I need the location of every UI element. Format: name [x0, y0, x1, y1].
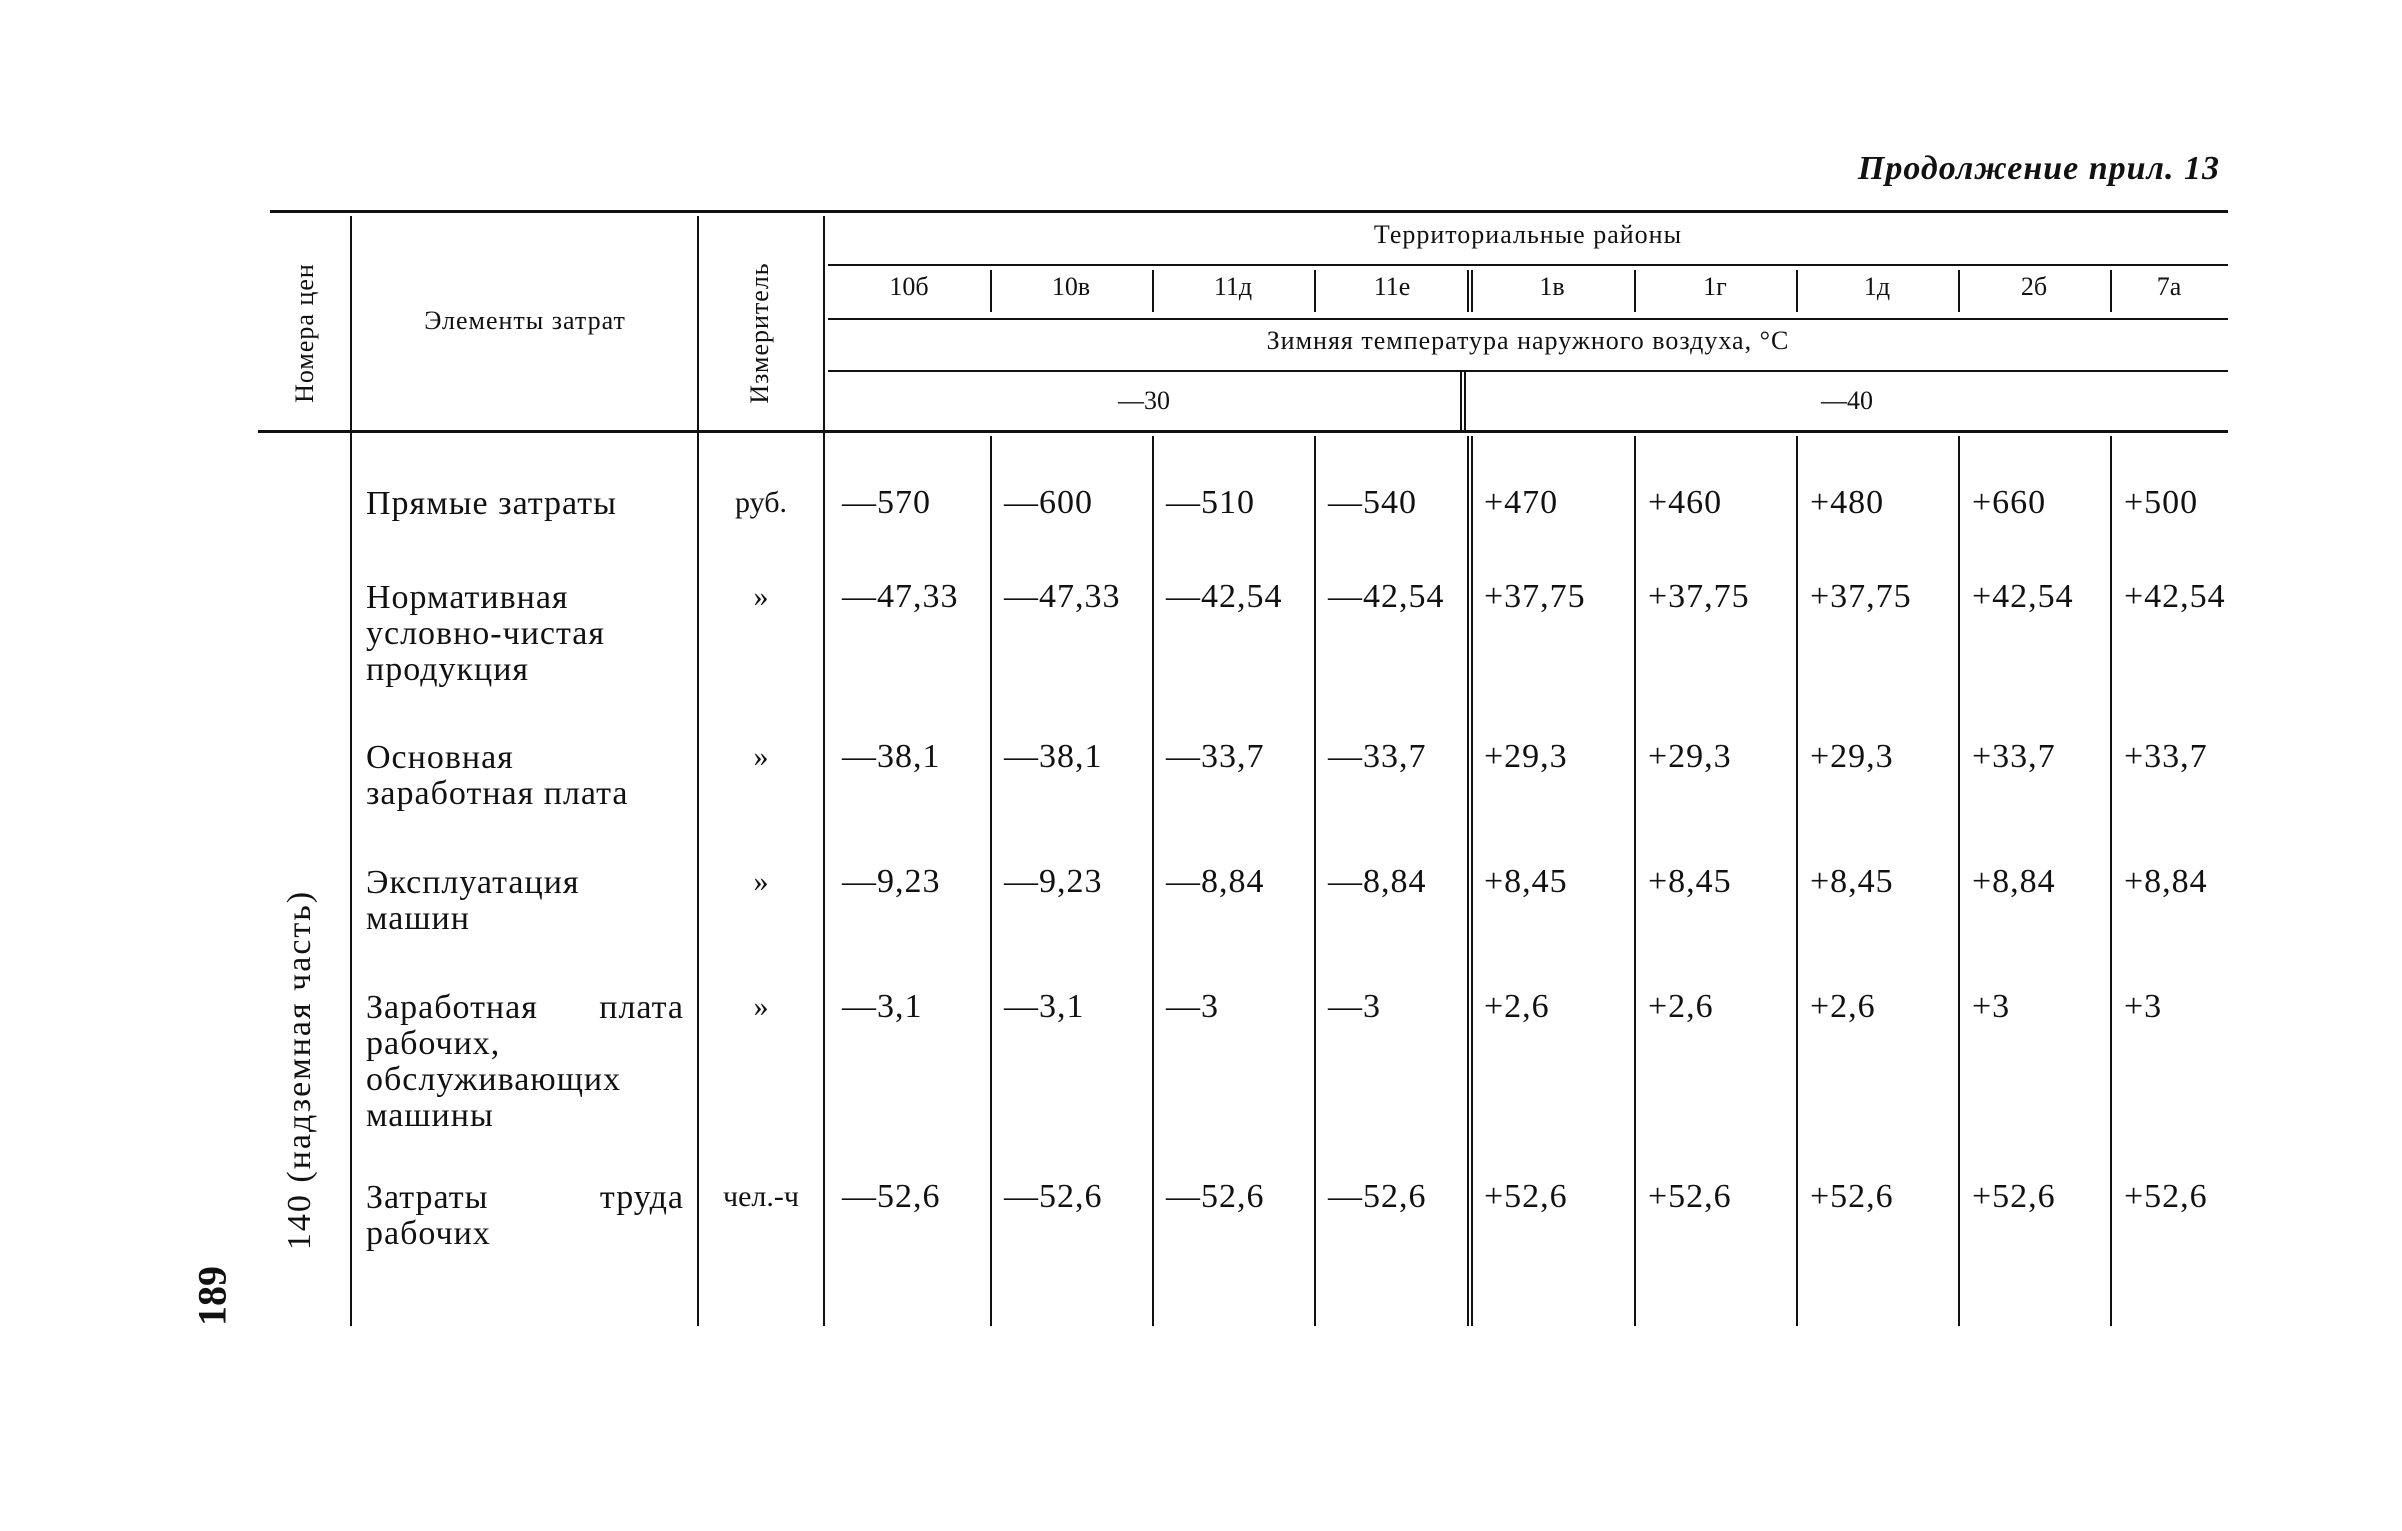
value-cell: +8,45	[1648, 863, 1732, 900]
temp-group-minus40: —40	[1821, 386, 1873, 415]
value-cell: —510	[1166, 484, 1255, 521]
row-element: Затраты труда рабочих	[366, 1179, 684, 1252]
value-cell: +52,6	[1810, 1178, 1894, 1215]
value-cell: +52,6	[1484, 1178, 1568, 1215]
value-cell: +3	[2124, 988, 2163, 1025]
value-cell: +2,6	[1484, 988, 1550, 1025]
column-separator	[2110, 436, 2112, 1326]
region-separator	[990, 270, 992, 312]
region-separator	[1796, 270, 1798, 312]
row-unit: »	[753, 990, 769, 1023]
value-cell: —3	[1328, 988, 1381, 1025]
row-unit: »	[753, 580, 769, 613]
value-cell: —52,6	[842, 1178, 941, 1215]
header-unit: Измеритель	[745, 262, 774, 404]
header-winter-temperature: Зимняя температура наружного воздуха, °С	[1266, 326, 1790, 355]
column-separator	[990, 436, 992, 1326]
value-cell: —33,7	[1166, 738, 1265, 775]
value-cell: —8,84	[1328, 863, 1427, 900]
value-cell: +29,3	[1810, 738, 1894, 775]
temp-group-minus30: —30	[1118, 386, 1170, 415]
region-header: 10б	[889, 272, 929, 301]
row-unit: чел.-ч	[723, 1180, 799, 1213]
value-cell: +29,3	[1484, 738, 1568, 775]
value-cell: +37,75	[1484, 578, 1586, 615]
value-cell: —9,23	[1004, 863, 1103, 900]
region-header: 1в	[1539, 272, 1565, 301]
row-element: Прямые затраты	[366, 485, 617, 522]
value-cell: —33,7	[1328, 738, 1427, 775]
region-separator	[1634, 270, 1636, 312]
value-cell: —540	[1328, 484, 1417, 521]
column-separator	[1634, 436, 1636, 1326]
row-element: Основная заработная плата	[366, 739, 629, 812]
region-separator	[1314, 270, 1316, 312]
region-header: 7а	[2156, 272, 2182, 301]
value-cell: +470	[1484, 484, 1559, 521]
value-cell: +3	[1972, 988, 2011, 1025]
value-cell: —42,54	[1328, 578, 1445, 615]
column-separator	[1314, 436, 1316, 1326]
value-cell: +660	[1972, 484, 2047, 521]
value-cell: +8,84	[1972, 863, 2056, 900]
region-header: 1д	[1863, 272, 1891, 301]
value-cell: —47,33	[1004, 578, 1121, 615]
column-separator	[1958, 436, 1960, 1326]
value-cell: —3,1	[842, 988, 923, 1025]
value-cell: +33,7	[2124, 738, 2208, 775]
header-price-numbers: Номера цен	[290, 263, 319, 403]
continuation-caption: Продолжение прил. 13	[1857, 150, 2220, 187]
row-unit: »	[753, 740, 769, 773]
value-cell: —600	[1004, 484, 1093, 521]
region-separator	[2110, 270, 2112, 312]
value-cell: +33,7	[1972, 738, 2056, 775]
value-cell: —52,6	[1004, 1178, 1103, 1215]
region-header: 1г	[1703, 272, 1727, 301]
value-cell: +37,75	[1810, 578, 1912, 615]
region-header: 10в	[1051, 272, 1091, 301]
value-cell: +8,84	[2124, 863, 2208, 900]
value-cell: +480	[1810, 484, 1885, 521]
value-cell: +52,6	[2124, 1178, 2208, 1215]
value-cell: +460	[1648, 484, 1723, 521]
value-cell: +2,6	[1810, 988, 1876, 1025]
value-cell: —42,54	[1166, 578, 1283, 615]
value-cell: —52,6	[1166, 1178, 1265, 1215]
column-separator	[1467, 436, 1473, 1326]
region-separator	[1152, 270, 1154, 312]
region-header: 2б	[2020, 272, 2048, 301]
region-header: 11д	[1213, 272, 1253, 301]
value-cell: +500	[2124, 484, 2199, 521]
value-cell: +8,45	[1484, 863, 1568, 900]
value-cell: +42,54	[1972, 578, 2074, 615]
column-separator	[1152, 436, 1154, 1326]
value-cell: —3	[1166, 988, 1219, 1025]
value-cell: +42,54	[2124, 578, 2226, 615]
value-cell: —38,1	[842, 738, 941, 775]
value-cell: +2,6	[1648, 988, 1714, 1025]
header-elements: Элементы затрат	[424, 306, 626, 335]
value-cell: +52,6	[1972, 1178, 2056, 1215]
price-number-label: 140 (надземная часть)	[281, 889, 318, 1251]
value-cell: +52,6	[1648, 1178, 1732, 1215]
value-cell: +29,3	[1648, 738, 1732, 775]
value-cell: +8,45	[1810, 863, 1894, 900]
header-territorial-regions: Территориальные районы	[1373, 220, 1683, 249]
row-unit: »	[753, 865, 769, 898]
value-cell: —38,1	[1004, 738, 1103, 775]
row-element: Заработная плата рабочих, обслуживающих машины	[366, 989, 684, 1134]
value-cell: —9,23	[842, 863, 941, 900]
region-separator	[1467, 270, 1473, 312]
page-number: 189	[189, 1266, 235, 1326]
column-separator	[1796, 436, 1798, 1326]
value-cell: +37,75	[1648, 578, 1750, 615]
value-cell: —3,1	[1004, 988, 1085, 1025]
region-header: 11е	[1373, 272, 1411, 301]
row-unit: руб.	[735, 486, 787, 519]
row-element: Эксплуатация машин	[366, 864, 580, 937]
value-cell: —8,84	[1166, 863, 1265, 900]
region-separator	[1958, 270, 1960, 312]
value-cell: —570	[842, 484, 931, 521]
value-cell: —47,33	[842, 578, 959, 615]
value-cell: —52,6	[1328, 1178, 1427, 1215]
row-element: Нормативная условно-чистая продукция	[366, 579, 606, 688]
